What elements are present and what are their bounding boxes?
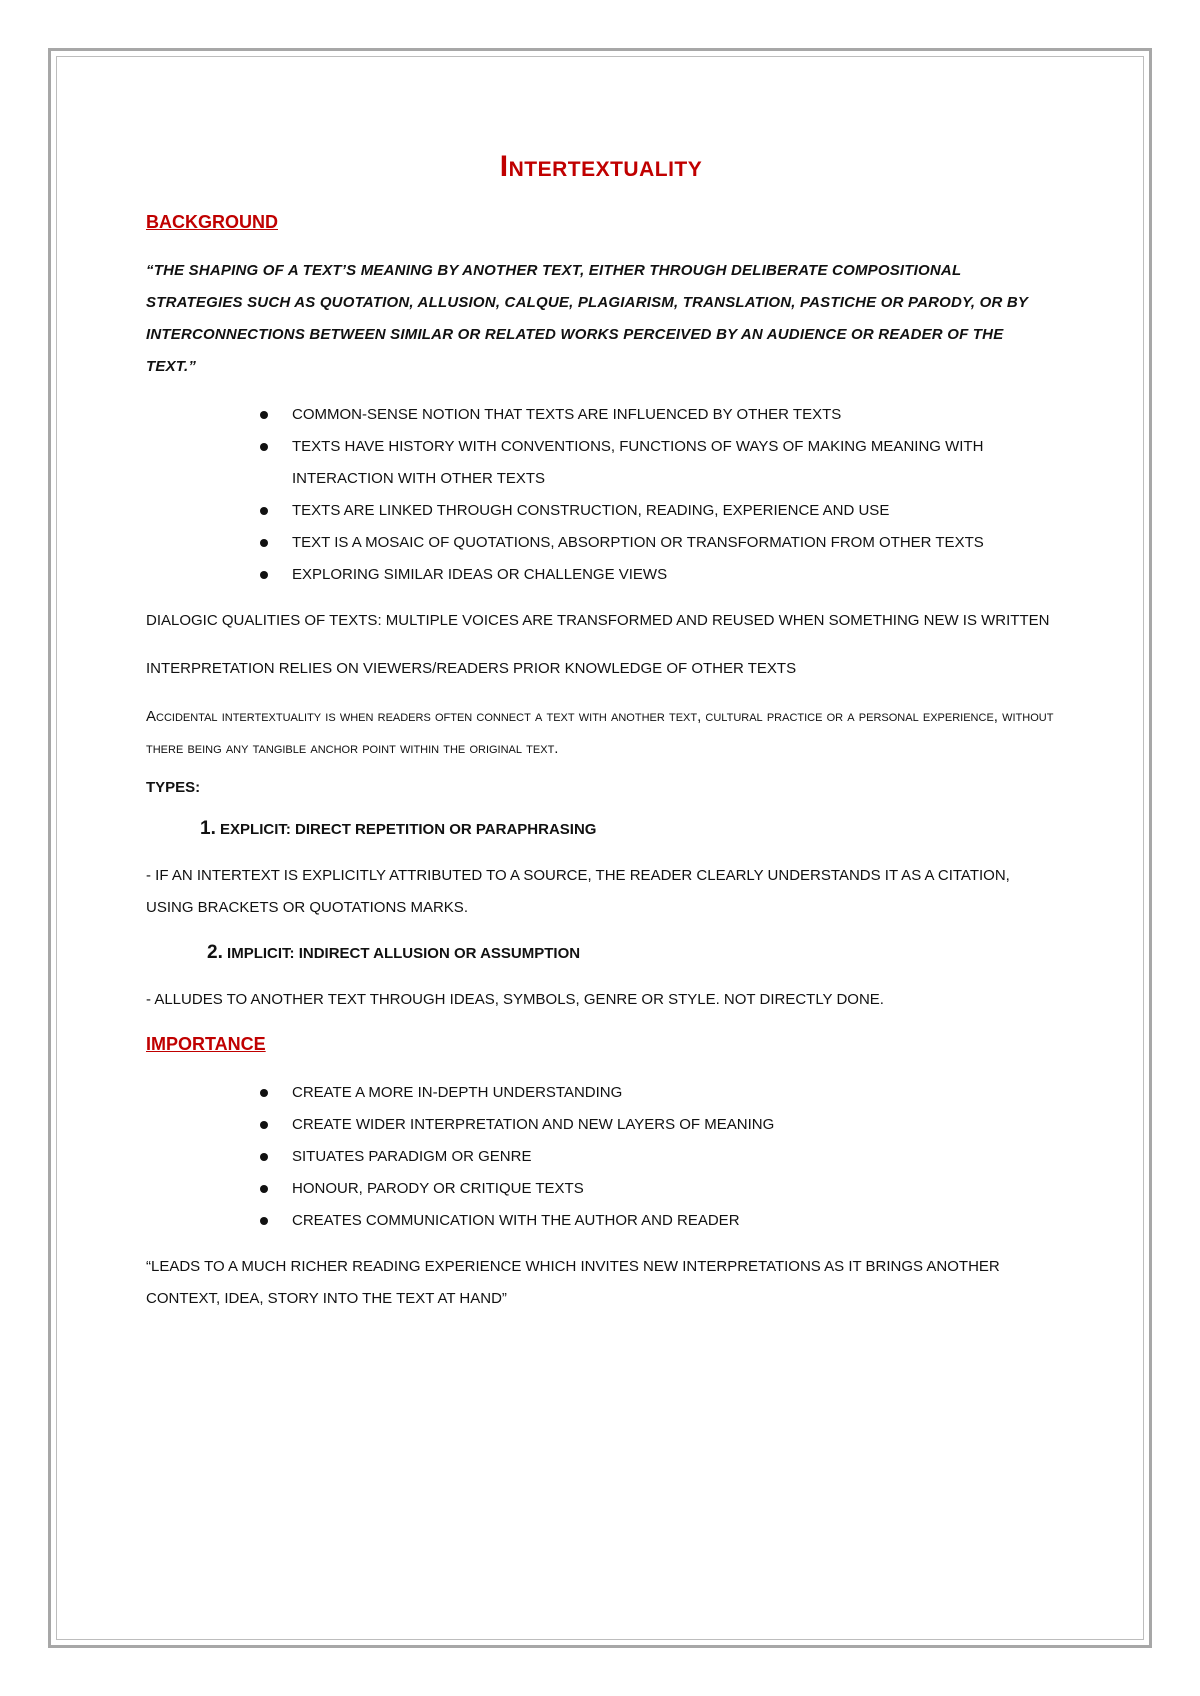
- type-label: IMPLICIT: INDIRECT ALLUSION OR ASSUMPTION: [227, 945, 581, 962]
- bullet-icon: [260, 411, 268, 419]
- implicit-detail: - ALLUDES TO ANOTHER TEXT THROUGH IDEAS, SYMBOLS, GENRE OR STYLE. NOT DIRECTLY DONE.: [146, 991, 884, 1008]
- type-label: EXPLICIT: DIRECT REPETITION OR PARAPHRASING: [220, 821, 597, 838]
- list-item: TEXTS ARE LINKED THROUGH CONSTRUCTION, READING, EXPERIENCE AND USE: [292, 495, 1056, 527]
- importance-heading: IMPORTANCE: [146, 1034, 266, 1054]
- definition-quote: “THE SHAPING OF A TEXT’S MEANING BY ANOTHER TEXT, EITHER THROUGH DELIBERATE COMPOSITIONAL STRATEGIES SUCH AS QUOTATION, ALLUSION, CALQUE, PLAGIARISM, TRANSLATION, PASTICHE OR PARODY, OR BY INTERCONNECTIONS BETWEEN SIMILAR OR RELATED WORKS PERCEIVED BY AN AUDIENCE OR READER OF THE TEXT.”: [146, 262, 1028, 375]
- list-item: CREATE WIDER INTERPRETATION AND NEW LAYERS OF MEANING: [292, 1109, 1056, 1141]
- list-item: COMMON-SENSE NOTION THAT TEXTS ARE INFLUENCED BY OTHER TEXTS: [292, 399, 1056, 431]
- interpretation-paragraph: INTERPRETATION RELIES ON VIEWERS/READERS PRIOR KNOWLEDGE OF OTHER TEXTS: [146, 660, 797, 677]
- type-explicit: [146, 818, 1056, 840]
- bullet-icon: [260, 1089, 268, 1097]
- list-item: CREATES COMMUNICATION WITH THE AUTHOR AND READER: [292, 1205, 1056, 1237]
- bullet-icon: [260, 1217, 268, 1225]
- bullet-icon: [260, 443, 268, 451]
- bullet-icon: [260, 571, 268, 579]
- types-label: TYPES:: [146, 779, 201, 796]
- list-item: TEXTS HAVE HISTORY WITH CONVENTIONS, FUNCTIONS OF WAYS OF MAKING MEANING WITH INTERACTION WITH OTHER TEXTS: [292, 431, 1056, 495]
- bullet-icon: [260, 507, 268, 515]
- explicit-detail: - IF AN INTERTEXT IS EXPLICITLY ATTRIBUTED TO A SOURCE, THE READER CLEARLY UNDERSTANDS IT AS A CITATION, USING BRACKETS OR QUOTATIONS MARKS.: [146, 867, 1010, 916]
- bullet-icon: [260, 1153, 268, 1161]
- list-item: CREATE A MORE IN-DEPTH UNDERSTANDING: [292, 1077, 1056, 1109]
- list-item: SITUATES PARADIGM OR GENRE: [292, 1141, 1056, 1173]
- list-item: HONOUR, PARODY OR CRITIQUE TEXTS: [292, 1173, 1056, 1205]
- background-heading: BACKGROUND: [146, 212, 278, 232]
- type-number: 1.: [200, 818, 216, 839]
- accidental-paragraph: Accidental intertextuality is when readers often connect a text with another text, cultural practice or a personal experience, without there being any tangible anchor point within the original text.: [146, 708, 1054, 757]
- bullet-icon: [260, 539, 268, 547]
- type-number: 2.: [207, 942, 223, 963]
- importance-bullet-list: [146, 1077, 1056, 1237]
- dialogic-paragraph: DIALOGIC QUALITIES OF TEXTS: MULTIPLE VOICES ARE TRANSFORMED AND REUSED WHEN SOMETHING NEW IS WRITTEN: [146, 612, 1050, 629]
- bullet-icon: [260, 1185, 268, 1193]
- list-item: EXPLORING SIMILAR IDEAS OR CHALLENGE VIEWS: [292, 559, 1056, 591]
- document-content: [146, 150, 1056, 1331]
- list-item: TEXT IS A MOSAIC OF QUOTATIONS, ABSORPTION OR TRANSFORMATION FROM OTHER TEXTS: [292, 527, 1056, 559]
- page-title: Intertextuality: [499, 150, 703, 183]
- type-implicit: [146, 942, 1056, 964]
- background-bullet-list: [146, 399, 1056, 591]
- bullet-icon: [260, 1121, 268, 1129]
- closing-quote: “LEADS TO A MUCH RICHER READING EXPERIENCE WHICH INVITES NEW INTERPRETATIONS AS IT BRINGS ANOTHER CONTEXT, IDEA, STORY INTO THE TEXT AT HAND”: [146, 1258, 1000, 1307]
